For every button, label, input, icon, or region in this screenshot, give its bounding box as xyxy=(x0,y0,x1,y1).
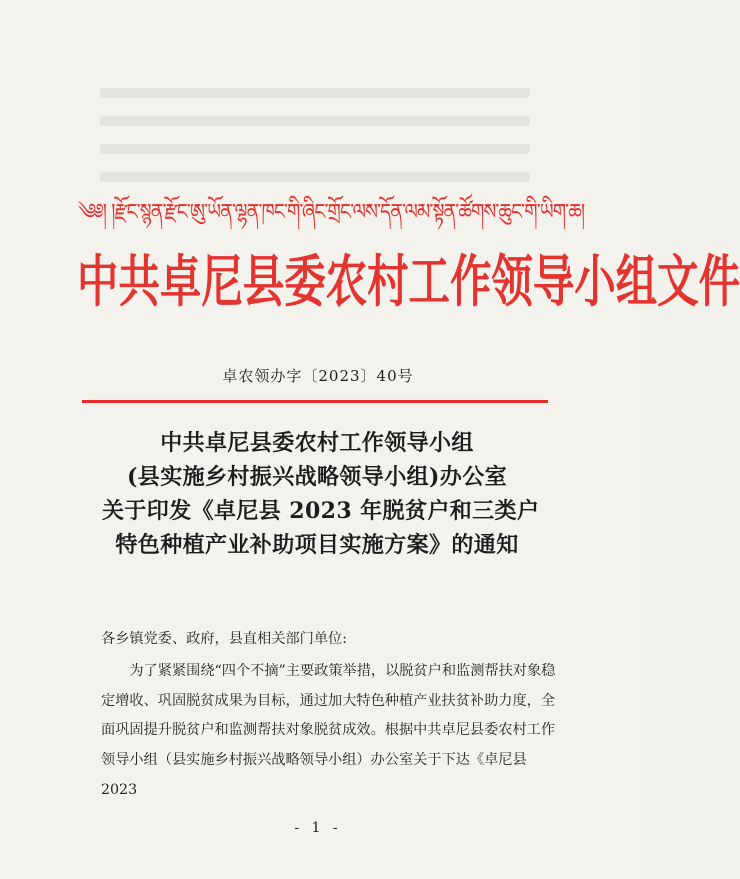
body-paragraph: 为了紧紧围绕“四个不摘”主要政策举措，以脱贫户和监测帮扶对象稳定增收、巩固脱贫成果为目标，通过加大特色种植产业扶贫补助力度，全面巩固提升脱贫户和监测帮扶对象脱贫成效。根据中共卓尼县委农村工作领导小组（县实施乡村振兴战略领导小组）办公室关于下达《卓尼县 2023 xyxy=(101,662,556,798)
notice-title-line: (县实施乡村振兴战略领导小组)办公室 xyxy=(126,464,508,490)
notice-title-line: 关于印发《卓尼县 2023 年脱贫户和三类户 xyxy=(102,498,540,524)
notice-title-line: 特色种植产业补助项目实施方案》的通知 xyxy=(115,532,519,558)
paper-show-through xyxy=(100,88,530,198)
document-number: 卓农领办字〔2023〕40号 xyxy=(222,367,414,385)
page-number: - 1 - xyxy=(294,820,342,836)
red-header-title: 中共卓尼县委农村工作领导小组文件 xyxy=(77,250,740,315)
document-body xyxy=(101,625,557,806)
salutation: 各乡镇党委、政府，县直相关部门单位: xyxy=(101,631,347,647)
notice-title-line: 中共卓尼县委农村工作领导小组 xyxy=(160,430,474,456)
notice-title xyxy=(102,426,540,562)
tibetan-document-title: ༄༅། །རྫོང་སྙན་རྫོང་ཨུ་ཡོན་ལྷན་ཁང་གི་ཞིང་གྲོང་ལས་དོན་ལམ་སྟོན་ཚོགས་ཆུང་གི་ཡིག་ཆ། xyxy=(78,200,585,225)
red-separator-line xyxy=(82,400,548,403)
